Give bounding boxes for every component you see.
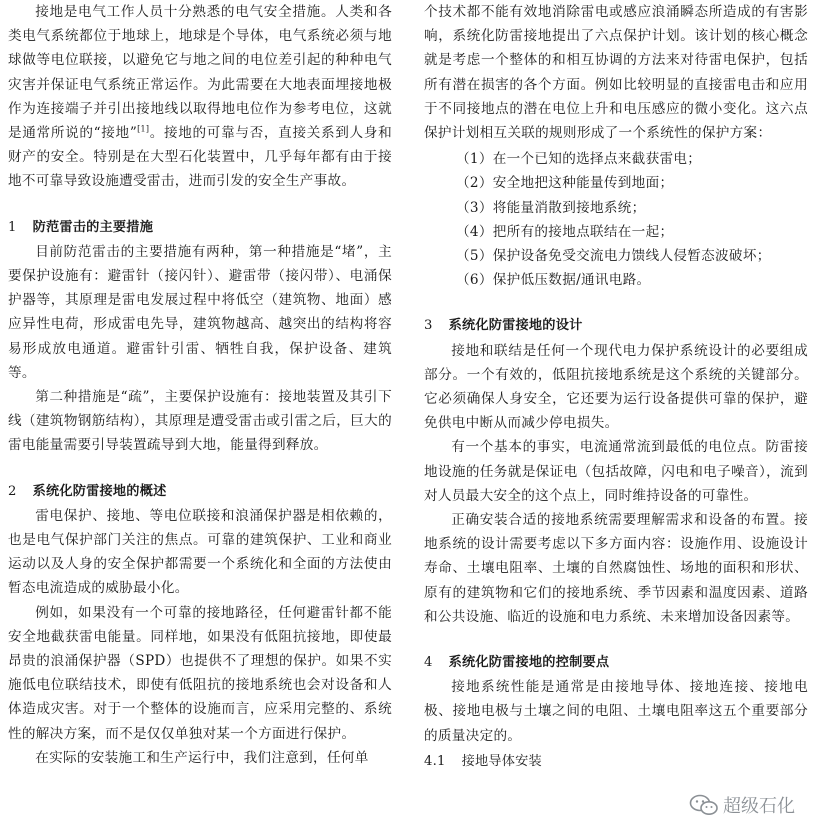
section-number: 2: [8, 483, 17, 499]
section-title: 防范雷击的主要措施: [32, 219, 154, 235]
list-item: （5）保护设备免受交流电力馈线人侵暂态波破坏；: [456, 248, 771, 265]
protection-plan-list: [424, 147, 808, 292]
wechat-icon: [689, 793, 719, 817]
section-3-paragraph-2: 有一个基本的事实，电流通常流到最低的电位点。防雷接地设施的任务就是保证电（包括故障，闪电和电子噪音），流到对人员最大安全的这个点上，同时维持设备的可靠性。: [424, 439, 808, 504]
right-column: [424, 0, 808, 774]
section-2-paragraph-1: 雷电保护、接地、等电位联接和浪涌保护器是相依赖的，也是电气保护部门关注的焦点。可靠的建筑保护、工业和商业运动以及人身的安全保护都需要一个系统化和全面的方法使由暂态电流造成的威胁最小化。: [8, 507, 392, 597]
continued-paragraph: 个技术都不能有效地消除雷电或感应浪涌瞬态所造成的有害影响，系统化防雷接地提出了六点保护计划。该计划的核心概念就是考虑一个整体的和相互协调的方法来对待雷电保护，包括所有潜在损害的各个方面。例如比较明显的直接雷电击和应用于不同接地点的潜在电位上升和电压感应的微小变化。这六点保护计划相互关联的规则形成了一个系统性的保护方案：: [424, 4, 808, 142]
list-item: （2）安全地把这种能量传到地面；: [456, 175, 674, 192]
list-item: （4）把所有的接地点联结在一起；: [456, 223, 674, 240]
left-column: [8, 0, 392, 770]
section-1-heading: [8, 216, 392, 240]
section-4-paragraph-1: 接地系统性能是通常是由接地导体、接地连接、接地电极、接地电极与土壤之间的电阻、土壤电阻率这五个重要部分的质量决定的。: [424, 679, 808, 744]
section-2-heading: [8, 480, 392, 504]
section-number: 1: [8, 219, 17, 235]
subsection-4-1-heading: [424, 750, 808, 774]
intro-paragraph: [8, 0, 392, 194]
section-4-heading: [424, 651, 808, 675]
watermark-text: 超级石化: [723, 796, 795, 817]
subsection-title: 接地导体安装: [461, 753, 542, 769]
section-1-paragraph-2: 第二种措施是“疏”，主要保护设施有：接地装置及其引下线（建筑物钢筋结构），其原理是遭受雷击或引雷之后，巨大的雷电能量需要引导装置疏导到大地，能量得到释放。: [8, 389, 392, 454]
section-3-paragraph-3: 正确安装合适的接地系统需要理解需求和设备的布置。接地系统的设计需要考虑以下多方面内容：设施作用、设施设计寿命、土壤电阻率、土壤的自然腐蚀性、场地的面积和形状、原有的建筑物和它们的接地系统、季节因素和温度因素、道路和公共设施、临近的设施和电力系统、未来增加设备因素等。: [424, 512, 808, 625]
list-item: （3）将能量消散到接地系统；: [456, 199, 646, 216]
section-title: 系统化防雷接地的设计: [448, 318, 583, 334]
section-1-paragraph-1: 目前防范雷击的主要措施有两种，第一种措施是“堵”，主要保护设施有：避雷针（接闪针）、避雷带（接闪带）、电涌保护器等，其原理是雷电发展过程中将低空（建筑物、地面）感应异性电荷，形成雷电先导，建筑物越高、越突出的结构将容易形成放电通道。避雷针引雷、牺牲自我，保护设备、建筑等。: [8, 243, 392, 381]
intro-tail: 。接地的可靠与否，直接关系到人身和财产的安全。特别是在大型石化装置中，几乎每年都有由于接地不可靠导致设施遭受雷击，进而引发的安全生产事故。: [8, 125, 392, 190]
intro-text: 接地是电气工作人员十分熟悉的电气安全措施。人类和各类电气系统都位于地球上，地球是个导体，电气系统必须与地球做等电位联接，以避免它与地之间的电位差引起的种种电气灾害并保证电气系统正常运作。为此需要在大地表面埋接地极作为连接端子并引出接地线以取得地电位作为参考电位，这就是通常所说的“接地”: [8, 4, 392, 142]
section-3-paragraph-1: 接地和联结是任何一个现代电力保护系统设计的必要组成部分。一个有效的，低阻抗接地系统是这个系统的关键部分。它必须确保人身安全，它还要为运行设备提供可靠的保护，避免供电中断从而减少停电损失。: [424, 342, 808, 432]
section-2-paragraph-3: 在实际的安装施工和生产运行中，我们注意到，任何单: [35, 749, 369, 766]
section-title: 系统化防雷接地的控制要点: [448, 655, 610, 671]
section-3-heading: [424, 314, 808, 338]
section-2-paragraph-2: 例如，如果没有一个可靠的接地路径，任何避雷针都不能安全地截获雷电能量。同样地，如果没有低阻抗接地，即使最昂贵的浪涌保护器（SPD）也提供不了理想的保护。如果不实施低电位联结技术，即使有低阻抗的接地系统也会对设备和人体造成灾害。对于一个整体的设施而言，应采用完整的、系统性的解决方案，而不是仅仅单独对某一个方面进行保护。: [8, 604, 392, 742]
citation-ref: [1]: [137, 124, 150, 134]
section-title: 系统化防雷接地的概述: [32, 483, 167, 499]
list-item: （1）在一个已知的选择点来截获雷电；: [456, 151, 702, 168]
watermark: [685, 790, 799, 820]
subsection-number: 4.1: [424, 753, 446, 769]
section-number: 4: [424, 655, 433, 671]
list-item: （6）保护低压数据/通讯电路。: [456, 272, 651, 289]
section-number: 3: [424, 318, 433, 334]
